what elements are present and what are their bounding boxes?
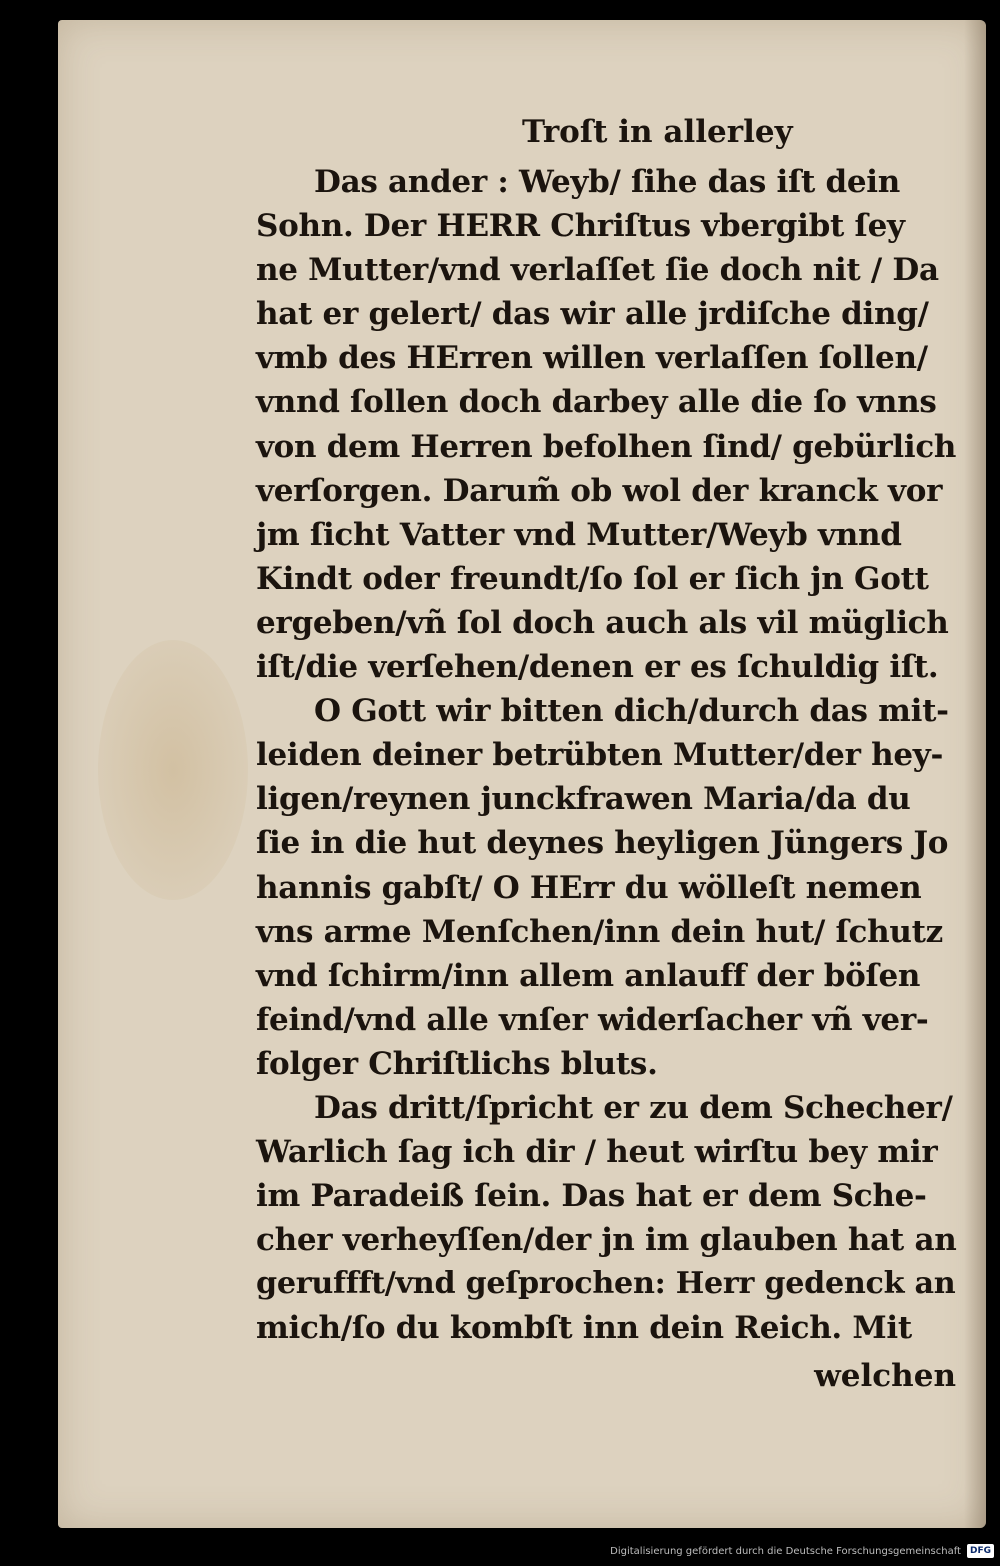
paper-stain [98,640,248,900]
text-line: Sohn. Der HERR Chriſtus vbergibt ſey [256,208,905,245]
text-line: jm ſicht Vatter vnd Mutter/Weyb vnnd [256,516,902,553]
catchword: welchen [814,1357,956,1394]
text-line: ergeben/vñ ſol doch auch als vil müglich [256,604,949,641]
text-line: Das dritt/ſpricht er zu dem Schecher/ [314,1089,953,1126]
text-line: folger Chriſtlichs bluts. [256,1045,658,1082]
text-line: feind/vnd alle vnſer widerſacher vñ ver- [256,1001,929,1038]
text-line: verſorgen. Darum̃ ob wol der kranck vor [256,472,943,509]
text-block [256,104,956,1401]
text-line: mich/ſo du kombſt inn dein Reich. Mit [256,1310,912,1347]
running-head: Troſt in allerley [522,114,793,150]
text-line: ne Mutter/vnd verlaſſet ſie doch nit / Da [256,252,939,289]
text-line: im Paradeiß ſein. Das hat er dem Sche- [256,1178,927,1215]
text-line: Warlich ſag ich dir / heut wirſtu bey mir [256,1134,938,1171]
text-line: vmb des HErren willen verlaſſen ſollen/ [256,340,928,377]
text-line: ſie in die hut deynes heyligen Jüngers Jo [256,825,949,862]
page-edge-shadow [964,20,986,1528]
text-line: vnnd ſollen doch darbey alle die ſo vnns [256,384,937,421]
text-line: vnd ſchirm/inn allem anlauff der böſen [256,957,921,994]
text-line: Das ander : Weyb/ ſihe das iſt dein [314,164,901,200]
text-line: geruffft/vnd geſprochen: Herr gedenck an [256,1266,956,1302]
digitization-footer [610,1536,1000,1566]
body-text [256,160,956,1351]
text-line: O Gott wir bitten dich/durch das mit- [314,693,949,730]
text-line: cher verheyſſen/der jn im glauben hat an [256,1222,957,1259]
text-line: leiden deiner betrübten Mutter/der hey- [256,737,944,774]
funding-credit: Digitalisierung gefördert durch die Deutsche Forschungsgemeinschaft [610,1545,961,1557]
text-line: von dem Herren befolhen ſind/ gebürlich [256,428,957,465]
dfg-logo-icon: DFG [967,1544,994,1558]
text-line: vns arme Menſchen/inn dein hut/ ſchutz [256,913,943,950]
text-line: ligen/reynen junckfrawen Maria/da du [256,781,911,818]
text-line: iſt/die verſehen/denen er es ſchuldig iſt. [256,649,939,686]
text-line: hat er gelert/ das wir alle jrdiſche ding/ [256,296,929,333]
book-page [58,20,986,1528]
text-line: Kindt oder freundt/ſo ſol er ſich jn Gott [256,560,929,597]
text-line: hannis gabſt/ O HErr du wölleſt nemen [256,869,922,906]
